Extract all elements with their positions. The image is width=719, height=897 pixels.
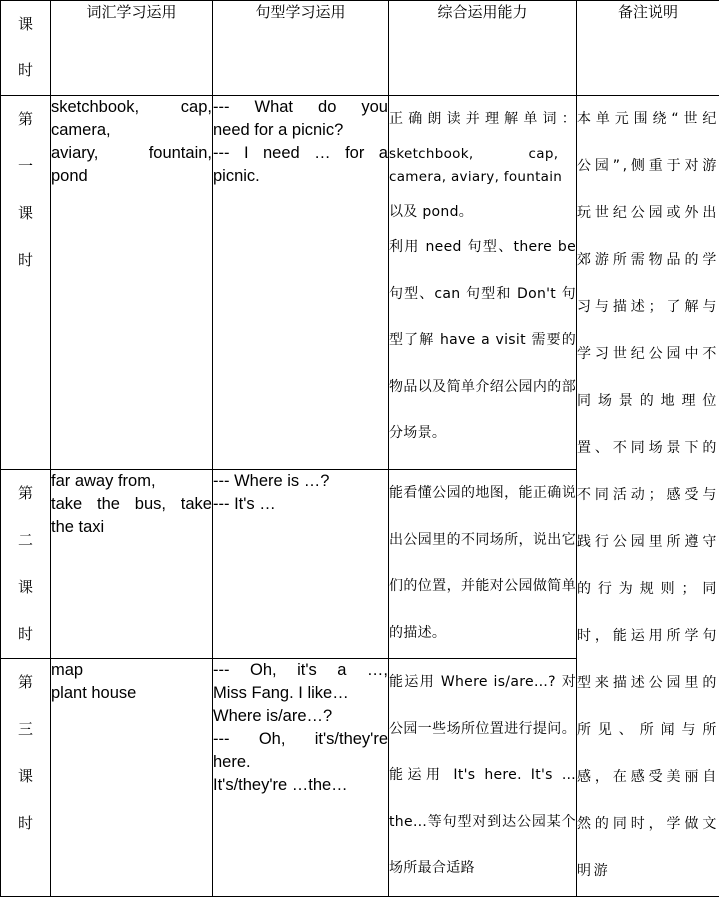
lesson-3-ability: 能运用 Where is/are…? 对公园一些场所位置进行提问。能运用 It's here. It's …the…等句型对到达公园某个场所最合适路 (389, 659, 577, 897)
notes-cell: 本单元围绕“世纪公园”,侧重于对游玩世纪公园或外出郊游所需物品的学习与描述；了解与学习世纪公园中不同场景的地理位置、不同场景下的不同活动；感受与践行公园里所遵守的行为规则；同时，能运用所学句型来描述公园里的所见、所闻与所感，在感受美丽自然的同时，学做文明游 (577, 96, 719, 897)
lesson-2-sentences: --- Where is …? --- It's … (213, 470, 389, 659)
lesson-1-vocab: sketchbook, cap, camera, aviary, fountain, pond (51, 96, 213, 470)
header-row (1, 1, 719, 96)
lesson-1-ability: 正确朗读并理解单词： sketchbook, cap, camera, aviary, fountain 以及 pond。 利用 need 句型、there be 句型、can 句型和 Don't 句型了解 have a visit 需要的物品以及简单介绍公园内的部分场景。 (389, 96, 577, 470)
header-vocab: 词汇学习运用 (51, 1, 213, 96)
lesson-row-1 (1, 96, 719, 470)
header-sentence: 句型学习运用 (213, 1, 389, 96)
lesson-label-3: 第 三 课 时 (1, 659, 51, 897)
header-ability: 综合运用能力 (389, 1, 577, 96)
lesson-3-sentences: --- Oh, it's a …, Miss Fang. I like… Where is/are…? --- Oh, it's/they're here. It's/they're …the… (213, 659, 389, 897)
lesson-label-2: 第 二 课 时 (1, 470, 51, 659)
lesson-1-sentences: --- What do you need for a picnic? --- I need … for a picnic. (213, 96, 389, 470)
lesson-2-vocab: far away from, take the bus, take the taxi (51, 470, 213, 659)
lesson-3-vocab: map plant house (51, 659, 213, 897)
header-notes: 备注说明 (577, 1, 719, 96)
lesson-label-1: 第 一 课 时 (1, 96, 51, 470)
header-lesson: 课 时 (1, 1, 51, 96)
lesson-2-ability: 能看懂公园的地图，能正确说出公园里的不同场所，说出它们的位置，并能对公园做简单的描述。 (389, 470, 577, 659)
